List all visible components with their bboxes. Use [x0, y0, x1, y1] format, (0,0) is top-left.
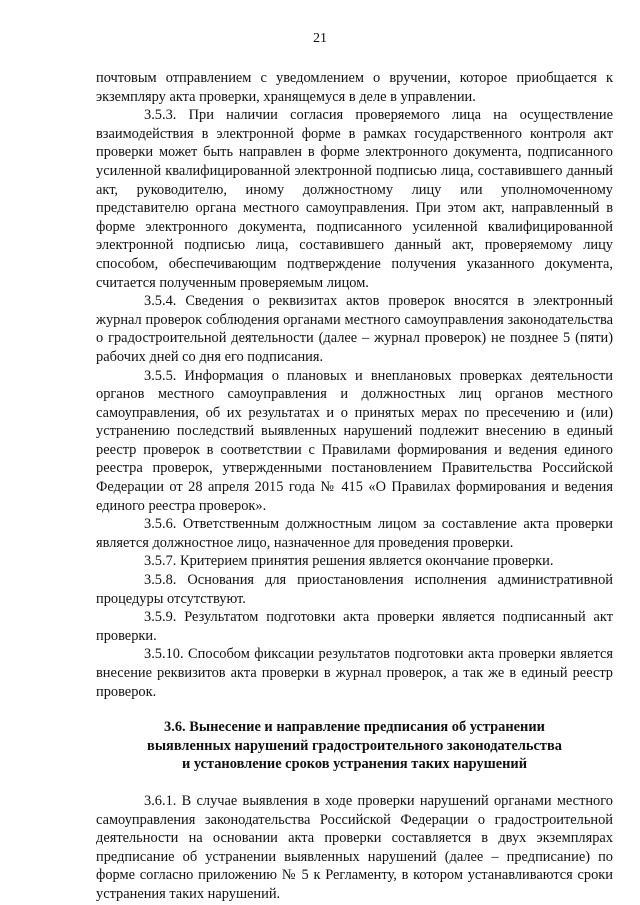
paragraph-3-5-5: 3.5.5. Информация о плановых и внеплановых проверках деятельности органов местного самоуправления и должностных лиц органов местного самоуправления, об их результатах и о принятых мерах по пресечению и (или) устранению последствий выявленных нарушений подлежит внесению в единый реестр проверок в соответствии с Правилами формирования и ведения единого реестра проверок, утвержденными постановлением Правительства Российской Федерации от 28 апреля 2015 года № 415 «О Правилах формирования и ведения единого реестра проверок».	[96, 367, 613, 514]
document-body	[96, 69, 613, 904]
section-heading-line: и установление сроков устранения таких нарушений	[181, 756, 528, 773]
paragraph-3-5-3: 3.5.3. При наличии согласия проверяемого лица на осуществление взаимодействия в электронной форме в рамках государственного контроля акт проверки может быть направлен в форме электронного документа, подписанного усиленной квалифицированной электронной подписью лица, составившего данный акт, руководителю, иному должностному лицу или уполномоченному представителю органа местного самоуправления. При этом акт, направленный в форме электронного документа, подписанного усиленной квалифицированной электронной подписью лица, составившего данный акт, проверяемому лицу способом, обеспечивающим подтверждение получения указанного документа, считается полученным проверяемым лицом.	[96, 107, 613, 291]
paragraph-3-6-1: 3.6.1. В случае выявления в ходе проверки нарушений органами местного самоуправления законодательства Российской Федерации о градостроительной деятельности на основании акта проверки составляется в двух экземплярах предписание об устранении выявленных нарушений (далее – предписание) по форме согласно приложению № 5 к Регламенту, в котором устанавливаются сроки устранения таких нарушений.	[96, 792, 613, 902]
paragraph-3-5-4: 3.5.4. Сведения о реквизитах актов проверок вносятся в электронный журнал проверок соблюдения органами местного самоуправления законодательства о градостроительной деятельности (далее – журнал проверок) не позднее 5 (пяти) рабочих дней со дня его подписания.	[96, 293, 613, 365]
paragraph-3-5-10: 3.5.10. Способом фиксации результатов подготовки акта проверки является внесение реквизитов акта проверки в журнал проверок, а так же в единый реестр проверок.	[96, 646, 613, 700]
paragraph-3-5-9: 3.5.9. Результатом подготовки акта проверки является подписанный акт проверки.	[96, 609, 613, 644]
section-heading-line: выявленных нарушений градостроительного законодательства	[147, 737, 562, 754]
paragraph-continuation: почтовым отправлением с уведомлением о вручении, которое приобщается к экземпляру акта проверки, хранящемуся в деле в управлении.	[96, 70, 613, 105]
page-number: 21	[313, 31, 327, 46]
paragraph-3-5-7: 3.5.7. Критерием принятия решения является окончание проверки.	[144, 553, 554, 570]
paragraph-3-5-8: 3.5.8. Основания для приостановления исполнения административной процедуры отсутствуют.	[96, 572, 613, 607]
paragraph-3-5-6: 3.5.6. Ответственным должностным лицом за составление акта проверки является должностное лицо, назначенное для проведения проверки.	[96, 516, 613, 551]
section-heading-line: 3.6. Вынесение и направление предписания об устранении	[164, 719, 545, 736]
section-heading-3-6	[96, 718, 613, 774]
